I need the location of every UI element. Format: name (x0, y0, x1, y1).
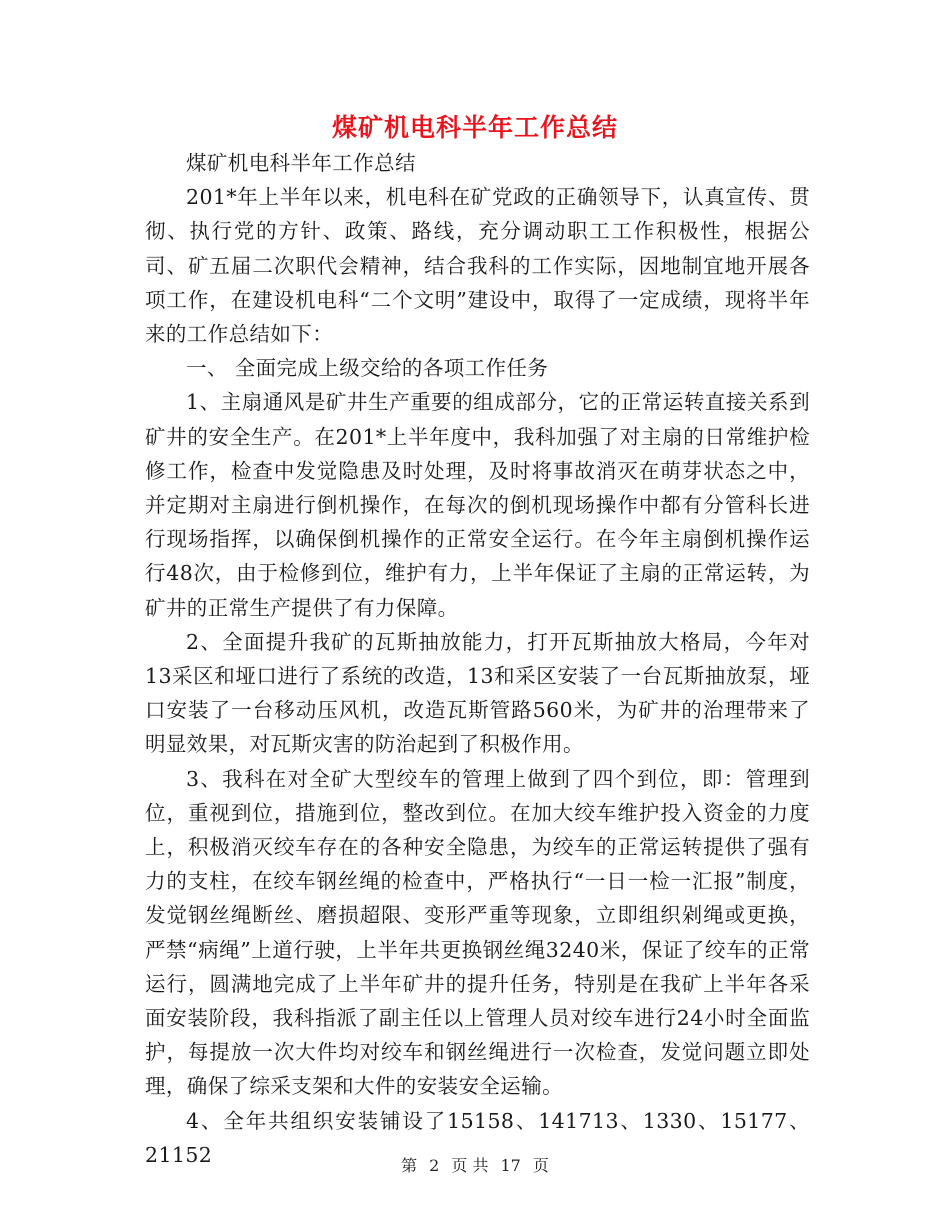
document-body (145, 146, 810, 1172)
footer-page-suffix: 页 (532, 1156, 549, 1175)
footer-page-prefix: 第 (401, 1156, 418, 1175)
body-paragraph-item-1: 1、主扇通风是矿井生产重要的组成部分，它的正常运转直接关系到矿井的安全生产。在201*上半年度中，我科加强了对主扇的日常维护检修工作，检查中发觉隐患及时处理，及时将事故消灭在萌芽状态之中，并定期对主扇进行倒机操作，在每次的倒机现场操作中都有分管科长进行现场指挥，以确保倒机操作的正常安全运行。在今年主扇倒机操作运行48次，由于检修到位，维护有力，上半年保证了主扇的正常运转，为矿井的正常生产提供了有力保障。 (145, 390, 810, 620)
body-paragraph-intro: 201*年上半年以来，机电科在矿党政的正确领导下，认真宣传、贯彻、执行党的方针、政策、路线，充分调动职工工作积极性，根据公司、矿五届二次职代会精神，结合我科的工作实际，因地制宜地开展各项工作，在建设机电科“二个文明”建设中，取得了一定成绩，现将半年来的工作总结如下： (145, 185, 810, 347)
body-paragraph-item-2: 2、全面提升我矿的瓦斯抽放能力，打开瓦斯抽放大格局，今年对13采区和垭口进行了系统的改造，13和采区安装了一台瓦斯抽放泵，垭口安装了一台移动压风机，改造瓦斯管路560米，为矿井的治理带来了明显效果，对瓦斯灾害的防治起到了积极作用。 (145, 629, 810, 757)
body-paragraph-subtitle: 煤矿机电科半年工作总结 (186, 151, 416, 175)
body-paragraph-item-4: 4、全年共组织安装铺设了15158、141713、1330、15177、21152 (145, 1108, 810, 1167)
section-heading: 一、 全面完成上级交给的各项工作任务 (186, 356, 549, 381)
page-footer (0, 1153, 950, 1176)
footer-page-total: 17 (500, 1156, 521, 1175)
footer-page-mid: 页 共 (451, 1156, 489, 1175)
footer-page-number: 2 (429, 1156, 440, 1175)
body-paragraph-item-3: 3、我科在对全矿大型绞车的管理上做到了四个到位，即：管理到位，重视到位，措施到位，整改到位。在加大绞车维护投入资金的力度上，积极消灭绞车存在的各种安全隐患，为绞车的正常运转提供了强有力的支柱，在绞车钢丝绳的检查中，严格执行“一日一检一汇报”制度，发觉钢丝绳断丝、磨损超限、变形严重等现象，立即组织剁绳或更换，严禁“病绳”上道行驶，上半年共更换钢丝绳3240米，保证了绞车的正常运行，圆满地完成了上半年矿井的提升任务，特别是在我矿上半年各采面安装阶段，我科指派了副主任以上管理人员对绞车进行24小时全面监护，每提放一次大件均对绞车和钢丝绳进行一次检查，发觉问题立即处理，确保了综采支架和大件的安装安全运输。 (145, 766, 810, 1099)
document-title: 煤矿机电科半年工作总结 (331, 113, 618, 142)
